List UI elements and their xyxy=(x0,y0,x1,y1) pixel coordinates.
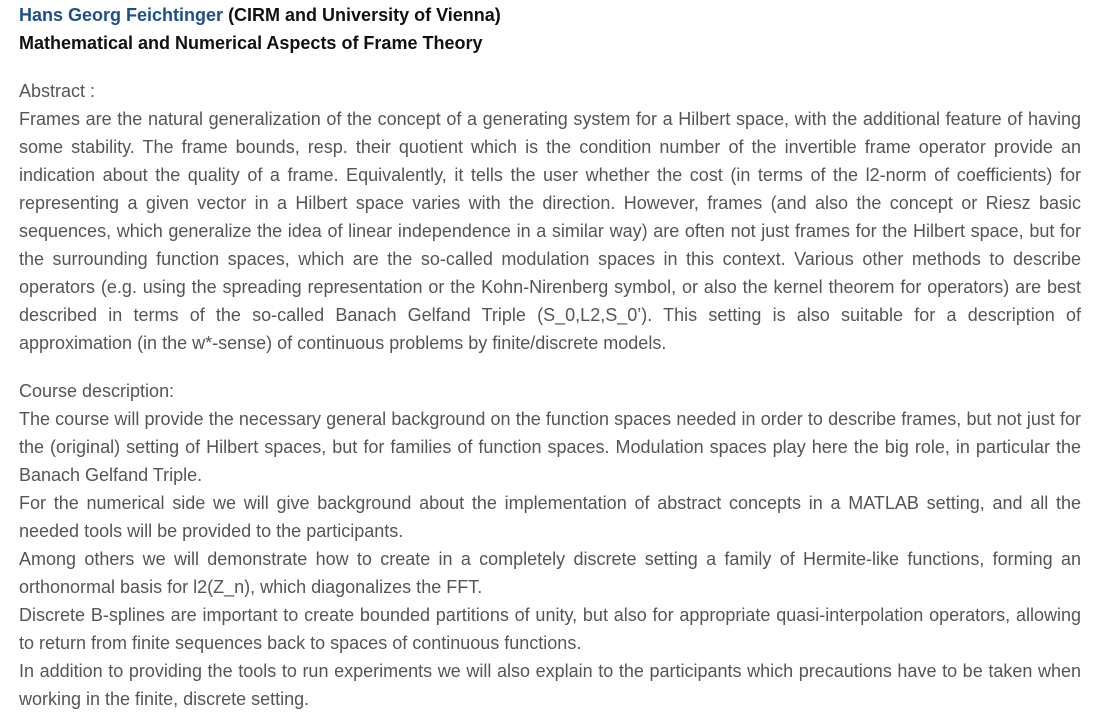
course-description-label: Course description: xyxy=(19,381,175,401)
course-page xyxy=(0,1,1081,713)
abstract-section xyxy=(19,77,1081,357)
abstract-text: Frames are the natural generalization of the concept of a generating system for a Hilbert space, with the additional feature of having some stability. The frame bounds, resp. their quotient which is the condition number of the invertible frame operator provide an indication about the quality of a frame. Equivalently, it tells the user whether the cost (in terms of the l2-norm of coefficients) for representing a given vector in a Hilbert space varies with the direction. However, frames (and also the concept or Riesz basic sequences, which generalize the idea of linear independence in a similar way) are often not just frames for the Hilbert space, but for the surrounding function spaces, which are the so-called modulation spaces in this context. Various other methods to describe operators (e.g. using the spreading representation or the Kohn-Nirenberg symbol, or also the kernel theorem for operators) are best described in terms of the so-called Banach Gelfand Triple (S_0,L2,S_0’). This setting is also suitable for a description of approximation (in the w*-sense) of continuous problems by finite/discrete models. xyxy=(19,109,1081,353)
course-paragraph: The course will provide the necessary general background on the function spaces needed in order to describe frames, but not just for the (original) setting of Hilbert spaces, but for families of function spaces. Modulation spaces play here the big role, in particular the Banach Gelfand Triple. xyxy=(19,409,1081,485)
abstract-label: Abstract : xyxy=(19,81,96,101)
course-paragraph: Among others we will demonstrate how to create in a completely discrete setting a family of Hermite-like functions, forming an orthonormal basis for l2(Z_n), which diagonalizes the FFT. xyxy=(19,549,1081,597)
course-paragraph: Discrete B-splines are important to create bounded partitions of unity, but also for appropriate quasi-interpolation operators, allowing to return from finite sequences back to spaces of continuous functions. xyxy=(19,605,1081,653)
course-description-section xyxy=(19,377,1081,713)
speaker-line xyxy=(19,1,1081,29)
course-paragraph: In addition to providing the tools to run experiments we will also explain to the participants which precautions have to be taken when working in the finite, discrete setting. xyxy=(19,661,1081,709)
speaker-affiliation: (CIRM and University of Vienna) xyxy=(228,5,501,25)
course-header xyxy=(19,1,1081,57)
course-paragraph: For the numerical side we will give background about the implementation of abstract concepts in a MATLAB setting, and all the needed tools will be provided to the participants. xyxy=(19,493,1081,541)
course-title: Mathematical and Numerical Aspects of Frame Theory xyxy=(19,33,483,53)
speaker-name-link[interactable]: Hans Georg Feichtinger xyxy=(19,5,224,25)
